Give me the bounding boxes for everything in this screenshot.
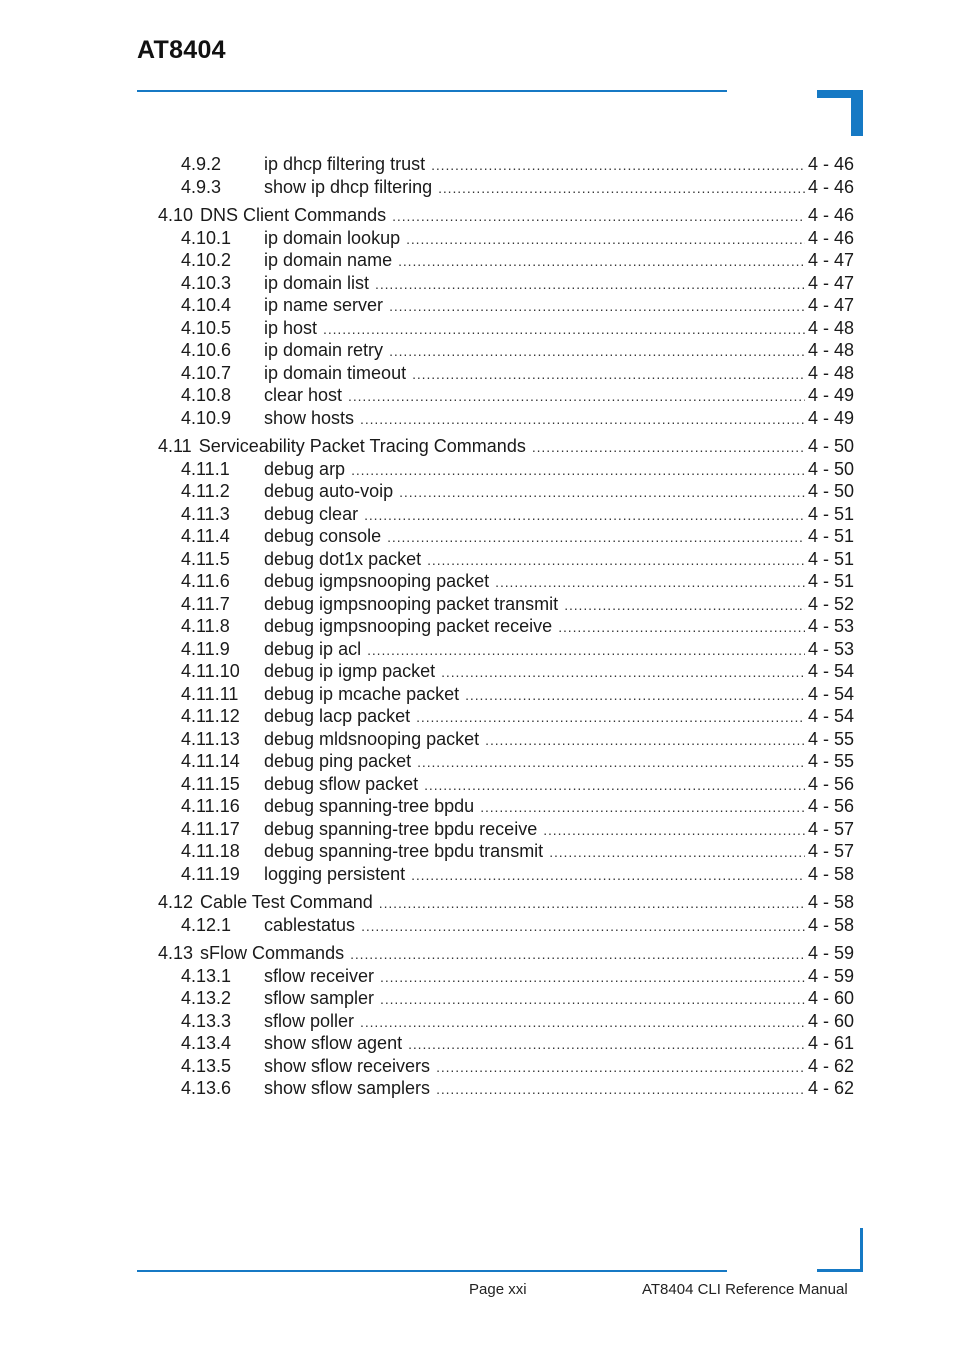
toc-subsection-entry[interactable]: [158, 458, 854, 481]
toc-entry-page: 4 - 50: [807, 458, 854, 479]
toc-entry-page: 4 - 58: [807, 863, 854, 884]
toc-subsection-entry[interactable]: [158, 638, 854, 661]
toc-entry-number: 4.10.8: [181, 385, 232, 405]
toc-dot-leader: [323, 318, 805, 341]
toc-section-entry[interactable]: [158, 891, 854, 914]
toc-entry-page: 4 - 50: [807, 481, 854, 501]
toc-entry-number: 4.11.3: [181, 503, 230, 524]
toc-subsection-entry[interactable]: [158, 818, 854, 841]
toc-entry-number: 4.11.5: [181, 548, 230, 569]
toc-subsection-entry[interactable]: [158, 914, 854, 937]
toc-entry-number: 4.12.1: [181, 914, 232, 935]
toc-entry-title: debug igmpsnooping packet transmit: [264, 593, 559, 614]
toc-entry-title: cablestatus: [264, 914, 356, 935]
toc-entry-title: sflow receiver: [264, 965, 375, 986]
toc-entry-number: 4.11.18: [181, 841, 240, 861]
toc-entry-number: 4.10.4: [181, 295, 232, 315]
toc-dot-leader: [398, 250, 805, 273]
toc-entry-title: debug spanning-tree bpdu receive: [264, 818, 538, 839]
toc-dot-leader: [424, 774, 805, 797]
toc-dot-leader: [351, 459, 805, 482]
toc-entry-page: 4 - 57: [807, 818, 854, 839]
footer-rule-right: [817, 1269, 863, 1272]
header-rule: [137, 90, 727, 92]
table-of-contents: [158, 153, 854, 1100]
toc-entry-number: 4.13.2: [181, 988, 232, 1008]
toc-entry-page: 4 - 53: [807, 638, 854, 659]
toc-dot-leader: [495, 571, 805, 594]
toc-entry-number: 4.13.4: [181, 1033, 232, 1053]
toc-entry-title: ip domain timeout: [264, 362, 407, 383]
toc-entry-page: 4 - 51: [807, 503, 854, 524]
toc-subsection-entry[interactable]: [158, 965, 854, 988]
toc-entry-title: ip domain lookup: [264, 227, 401, 248]
footer-rule: [137, 1270, 727, 1272]
toc-entry-number: 4.11.7: [181, 593, 230, 614]
toc-subsection-entry[interactable]: [158, 660, 854, 683]
toc-entry-title: debug igmpsnooping packet receive: [264, 616, 553, 636]
toc-entry-title: debug sflow packet: [264, 773, 419, 794]
toc-entry-page: 4 - 48: [807, 340, 854, 360]
toc-dot-leader: [543, 819, 805, 842]
toc-dot-leader: [441, 661, 805, 684]
toc-entry-number: 4.11.10: [181, 661, 240, 681]
toc-entry-title: logging persistent: [264, 863, 406, 884]
toc-dot-leader: [436, 1078, 805, 1101]
toc-subsection-entry[interactable]: [158, 1055, 854, 1078]
toc-dot-leader: [389, 295, 805, 318]
toc-entry-page: 4 - 46: [807, 154, 854, 174]
toc-entry-page: 4 - 46: [807, 176, 854, 197]
toc-entry-page: 4 - 58: [807, 914, 854, 935]
toc-dot-leader: [408, 1033, 805, 1056]
toc-entry-title: debug mldsnooping packet: [264, 728, 480, 749]
toc-entry-page: 4 - 47: [807, 250, 854, 270]
toc-subsection-entry[interactable]: [158, 407, 854, 430]
toc-entry-title: ip name server: [264, 295, 384, 315]
toc-entry-number: 4.10.2: [181, 250, 232, 270]
toc-entry-page: 4 - 60: [807, 1010, 854, 1031]
toc-entry-number: 4.10.5: [181, 317, 232, 338]
toc-entry-title: debug console: [264, 526, 382, 546]
toc-entry-title: Cable Test Command: [200, 892, 373, 912]
toc-entry-title: show hosts: [264, 407, 355, 428]
toc-entry-title: debug igmpsnooping packet: [264, 571, 490, 591]
toc-subsection-entry[interactable]: [158, 863, 854, 886]
toc-entry-title: debug dot1x packet: [264, 548, 422, 569]
toc-entry-title: debug lacp packet: [264, 706, 411, 726]
toc-entry-title: ip host: [264, 317, 318, 338]
toc-dot-leader: [399, 481, 805, 504]
toc-entry-number: 4.10: [158, 205, 194, 225]
toc-subsection-entry[interactable]: [158, 705, 854, 728]
toc-entry-page: 4 - 53: [807, 616, 854, 636]
toc-entry-page: 4 - 54: [807, 706, 854, 726]
toc-dot-leader: [549, 841, 805, 864]
toc-entry-page: 4 - 48: [807, 317, 854, 338]
toc-section-entry[interactable]: [158, 435, 854, 458]
toc-entry-title: sflow sampler: [264, 988, 375, 1008]
toc-entry-number: 4.11.12: [181, 706, 240, 726]
toc-dot-leader: [392, 205, 805, 228]
toc-entry-page: 4 - 57: [807, 841, 854, 861]
toc-entry-number: 4.11.4: [181, 526, 230, 546]
toc-entry-page: 4 - 55: [807, 728, 854, 749]
toc-subsection-entry[interactable]: [158, 480, 854, 503]
toc-subsection-entry[interactable]: [158, 795, 854, 818]
toc-entry-number: 4.10.7: [181, 362, 232, 383]
toc-dot-leader: [485, 729, 805, 752]
toc-entry-number: 4.13.3: [181, 1010, 232, 1031]
toc-subsection-entry[interactable]: [158, 683, 854, 706]
toc-dot-leader: [364, 504, 805, 527]
toc-entry-number: 4.11.9: [181, 638, 230, 659]
toc-entry-number: 4.11.8: [181, 616, 230, 636]
toc-dot-leader: [380, 988, 805, 1011]
toc-entry-number: 4.13: [158, 943, 194, 963]
toc-entry-page: 4 - 61: [807, 1033, 854, 1053]
toc-dot-leader: [360, 408, 805, 431]
toc-dot-leader: [480, 796, 805, 819]
toc-subsection-entry[interactable]: [158, 249, 854, 272]
toc-entry-number: 4.10.3: [181, 272, 232, 293]
toc-entry-page: 4 - 49: [807, 407, 854, 428]
toc-dot-leader: [360, 1011, 805, 1034]
toc-subsection-entry[interactable]: [158, 593, 854, 616]
toc-dot-leader: [412, 363, 805, 386]
toc-section-entry[interactable]: [158, 942, 854, 965]
toc-subsection-entry[interactable]: [158, 773, 854, 796]
toc-subsection-entry[interactable]: [158, 750, 854, 773]
toc-entry-number: 4.11.15: [181, 773, 240, 794]
toc-dot-leader: [558, 616, 805, 639]
toc-dot-leader: [416, 706, 805, 729]
toc-dot-leader: [438, 177, 805, 200]
header-corner-mark: [817, 90, 863, 136]
toc-entry-number: 4.10.1: [181, 227, 232, 248]
toc-entry-page: 4 - 59: [807, 943, 854, 963]
toc-subsection-entry[interactable]: [158, 525, 854, 548]
page-number: Page xxi: [469, 1281, 527, 1298]
toc-entry-title: clear host: [264, 385, 343, 405]
toc-dot-leader: [411, 864, 805, 887]
toc-entry-title: ip domain retry: [264, 340, 384, 360]
toc-entry-number: 4.11.19: [181, 863, 240, 884]
toc-dot-leader: [350, 943, 805, 966]
toc-subsection-entry[interactable]: [158, 728, 854, 751]
toc-entry-number: 4.13.1: [181, 965, 232, 986]
toc-entry-page: 4 - 56: [807, 796, 854, 816]
toc-entry-page: 4 - 49: [807, 385, 854, 405]
toc-entry-title: ip dhcp filtering trust: [264, 154, 426, 174]
toc-entry-page: 4 - 47: [807, 272, 854, 293]
toc-subsection-entry[interactable]: [158, 153, 854, 176]
toc-entry-page: 4 - 60: [807, 988, 854, 1008]
toc-subsection-entry[interactable]: [158, 503, 854, 526]
toc-entry-title: show sflow samplers: [264, 1078, 431, 1098]
toc-entry-number: 4.11.1: [181, 458, 230, 479]
toc-entry-title: debug ping packet: [264, 751, 412, 771]
toc-dot-leader: [465, 684, 805, 707]
toc-dot-leader: [564, 594, 805, 617]
toc-subsection-entry[interactable]: [158, 176, 854, 199]
toc-entry-title: debug clear: [264, 503, 359, 524]
toc-entry-title: ip domain name: [264, 250, 393, 270]
toc-entry-page: 4 - 54: [807, 683, 854, 704]
toc-subsection-entry[interactable]: [158, 272, 854, 295]
toc-entry-title: debug arp: [264, 458, 346, 479]
toc-entry-page: 4 - 51: [807, 571, 854, 591]
toc-entry-number: 4.13.5: [181, 1055, 232, 1076]
toc-entry-title: debug auto-voip: [264, 481, 394, 501]
toc-subsection-entry[interactable]: [158, 570, 854, 593]
toc-entry-number: 4.11.17: [181, 818, 240, 839]
toc-subsection-entry[interactable]: [158, 840, 854, 863]
toc-entry-number: 4.9.2: [181, 154, 222, 174]
toc-subsection-entry[interactable]: [158, 362, 854, 385]
toc-entry-title: DNS Client Commands: [200, 205, 387, 225]
toc-entry-number: 4.11: [158, 436, 192, 456]
toc-entry-title: debug ip mcache packet: [264, 683, 460, 704]
toc-subsection-entry[interactable]: [158, 1032, 854, 1055]
toc-subsection-entry[interactable]: [158, 987, 854, 1010]
toc-dot-leader: [532, 436, 805, 459]
toc-subsection-entry[interactable]: [158, 1010, 854, 1033]
toc-entry-number: 4.11.16: [181, 796, 240, 816]
toc-subsection-entry[interactable]: [158, 548, 854, 571]
toc-entry-page: 4 - 62: [807, 1078, 854, 1098]
toc-entry-number: 4.13.6: [181, 1078, 232, 1098]
toc-subsection-entry[interactable]: [158, 615, 854, 638]
toc-subsection-entry[interactable]: [158, 384, 854, 407]
toc-subsection-entry[interactable]: [158, 1077, 854, 1100]
toc-entry-number: 4.10.9: [181, 407, 232, 428]
toc-entry-page: 4 - 50: [807, 436, 854, 456]
toc-section-entry[interactable]: [158, 204, 854, 227]
toc-dot-leader: [367, 639, 805, 662]
toc-entry-number: 4.10.6: [181, 340, 232, 360]
toc-entry-number: 4.11.6: [181, 571, 230, 591]
toc-dot-leader: [427, 549, 805, 572]
toc-dot-leader: [348, 385, 805, 408]
toc-entry-page: 4 - 58: [807, 892, 854, 912]
toc-entry-title: sflow poller: [264, 1010, 355, 1031]
toc-entry-title: debug ip acl: [264, 638, 362, 659]
toc-subsection-entry[interactable]: [158, 294, 854, 317]
toc-entry-number: 4.9.3: [181, 176, 222, 197]
document-title: AT8404: [137, 36, 226, 64]
toc-entry-title: Serviceability Packet Tracing Commands: [198, 436, 526, 456]
toc-entry-title: show sflow agent: [264, 1033, 403, 1053]
toc-dot-leader: [361, 915, 805, 938]
toc-dot-leader: [375, 273, 805, 296]
toc-entry-title: sFlow Commands: [200, 943, 345, 963]
toc-entry-number: 4.11.2: [181, 481, 230, 501]
toc-subsection-entry[interactable]: [158, 227, 854, 250]
toc-dot-leader: [380, 966, 805, 989]
toc-entry-page: 4 - 56: [807, 773, 854, 794]
toc-entry-title: show sflow receivers: [264, 1055, 431, 1076]
footer-corner-mark: [860, 1228, 863, 1271]
toc-entry-number: 4.11.14: [181, 751, 240, 771]
toc-dot-leader: [431, 154, 805, 177]
manual-title: AT8404 CLI Reference Manual: [642, 1281, 848, 1298]
toc-entry-page: 4 - 51: [807, 526, 854, 546]
toc-entry-title: show ip dhcp filtering: [264, 176, 433, 197]
toc-entry-page: 4 - 62: [807, 1055, 854, 1076]
toc-entry-title: ip domain list: [264, 272, 370, 293]
toc-entry-number: 4.11.13: [181, 728, 240, 749]
toc-dot-leader: [387, 526, 805, 549]
toc-subsection-entry[interactable]: [158, 317, 854, 340]
toc-entry-number: 4.12: [158, 892, 194, 912]
toc-entry-page: 4 - 48: [807, 362, 854, 383]
toc-dot-leader: [417, 751, 805, 774]
toc-entry-title: debug spanning-tree bpdu: [264, 796, 475, 816]
toc-entry-page: 4 - 55: [807, 751, 854, 771]
toc-entry-page: 4 - 47: [807, 295, 854, 315]
toc-dot-leader: [436, 1056, 805, 1079]
toc-entry-page: 4 - 51: [807, 548, 854, 569]
toc-entry-page: 4 - 52: [807, 593, 854, 614]
toc-subsection-entry[interactable]: [158, 339, 854, 362]
toc-entry-page: 4 - 54: [807, 661, 854, 681]
toc-entry-page: 4 - 46: [807, 227, 854, 248]
toc-dot-leader: [379, 892, 805, 915]
toc-entry-title: debug ip igmp packet: [264, 661, 436, 681]
toc-entry-page: 4 - 59: [807, 965, 854, 986]
toc-dot-leader: [406, 228, 805, 251]
toc-entry-page: 4 - 46: [807, 205, 854, 225]
toc-dot-leader: [389, 340, 805, 363]
toc-entry-title: debug spanning-tree bpdu transmit: [264, 841, 544, 861]
toc-entry-number: 4.11.11: [181, 683, 239, 704]
